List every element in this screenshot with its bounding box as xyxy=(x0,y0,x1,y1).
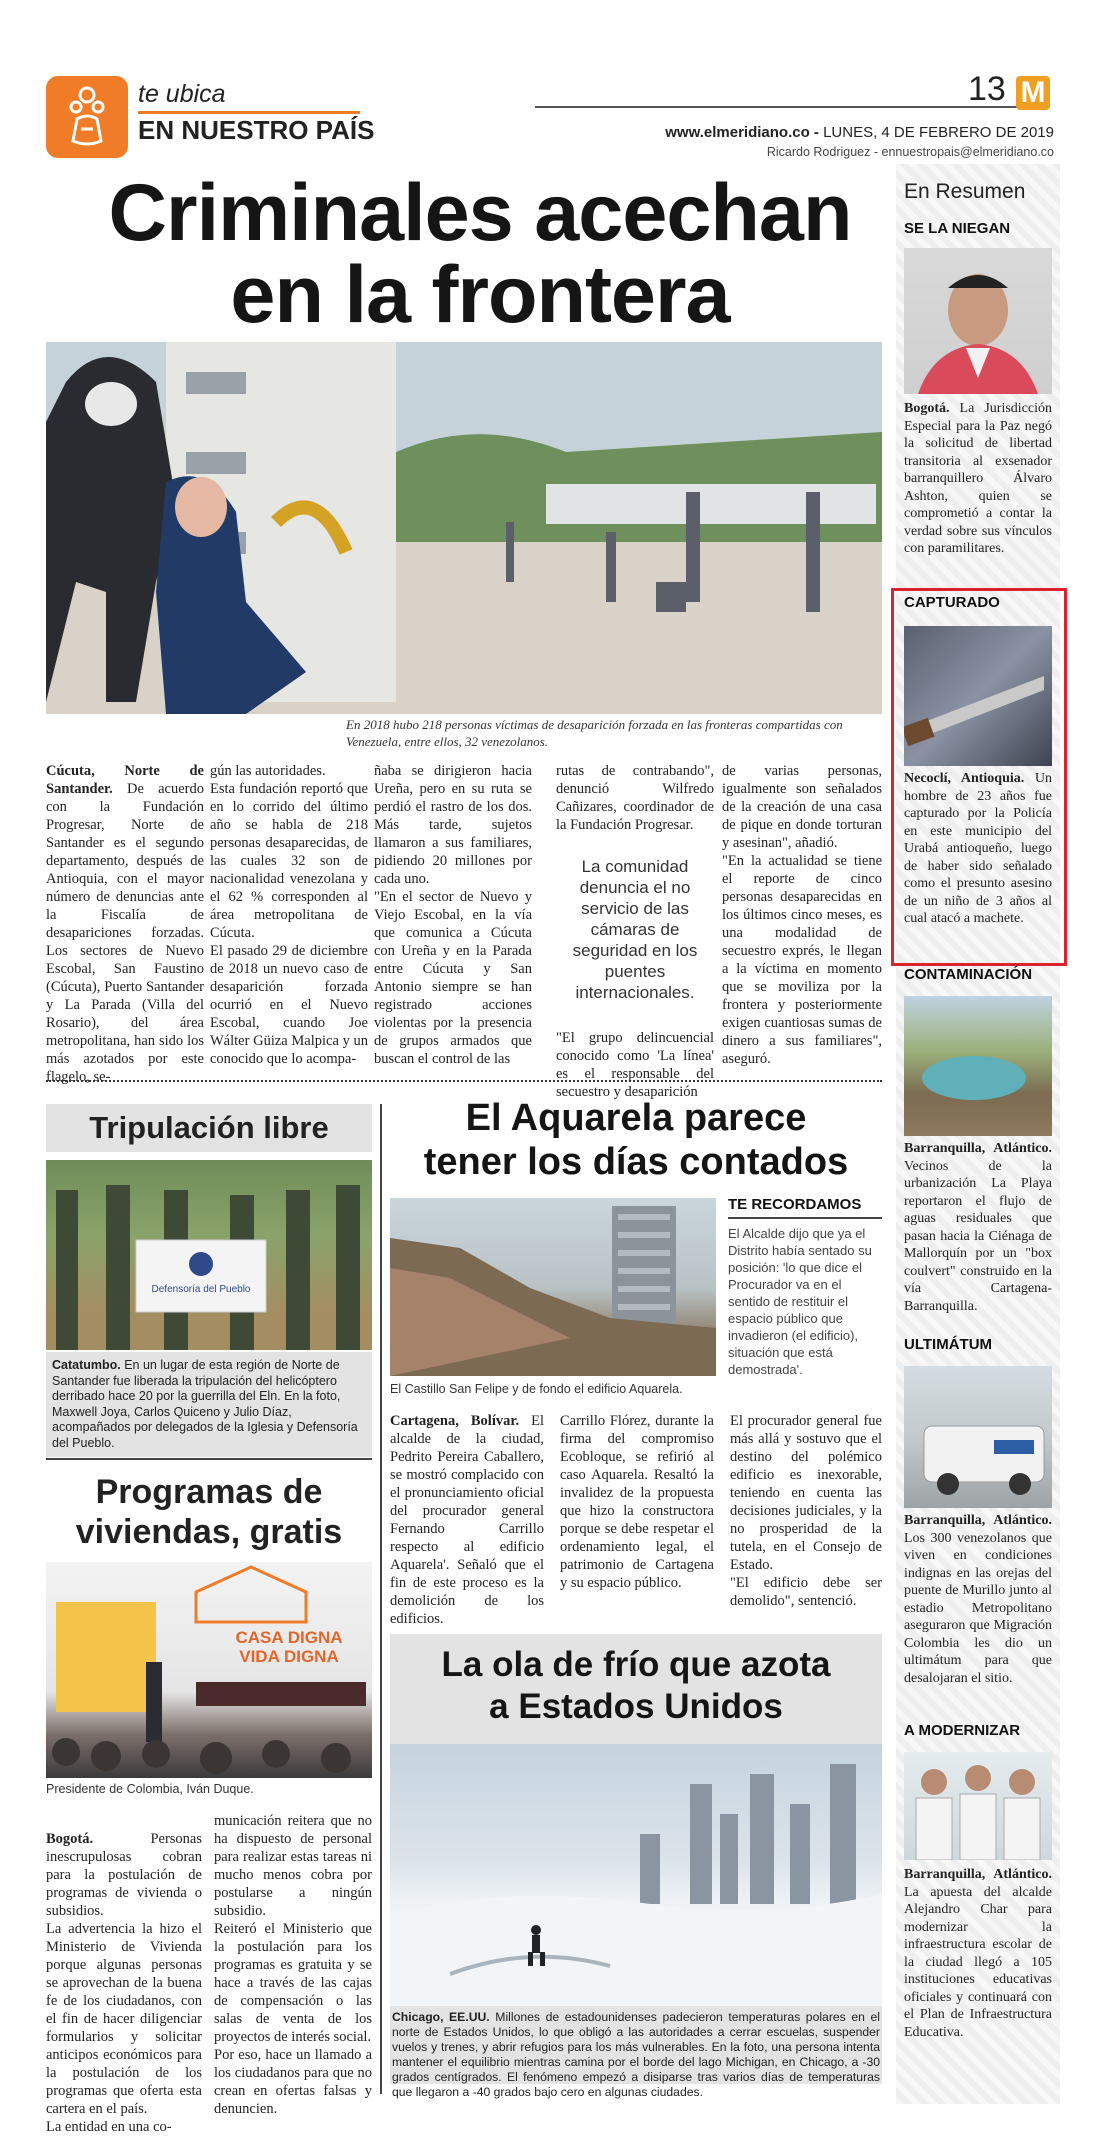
resumen-text-2 xyxy=(904,770,1052,928)
ola-frio-photo xyxy=(390,1744,882,2006)
headline-line-2: en la frontera xyxy=(230,250,730,340)
resumen-dateline-2: Necoclí, Antioquia. xyxy=(904,771,1025,786)
resumen-text-5 xyxy=(904,1866,1052,2041)
programas-title xyxy=(46,1472,372,1552)
main-headline xyxy=(60,168,900,340)
event-image xyxy=(46,1562,372,1778)
programas-title-1: Programas de xyxy=(95,1473,323,1511)
site-url[interactable]: www.elmeridiano.co - xyxy=(665,124,819,141)
resumen-dateline-3: Barranquilla, Atlántico. xyxy=(904,1141,1052,1156)
resumen-photo-4 xyxy=(904,1366,1052,1508)
resumen-label-3: CONTAMINACIÓN xyxy=(904,966,1033,983)
sign-line-2: VIDA DIGNA xyxy=(239,1647,339,1666)
resumen-photo-5 xyxy=(904,1752,1052,1860)
resumen-text-4 xyxy=(904,1512,1052,1687)
dateline xyxy=(560,124,1054,141)
page-number: 13 xyxy=(968,70,1006,108)
main-col-5: de varias personas, igualmente son señalados de la creación de una casa de pique en donde torturan y asesinan", añadió. "En la actualidad se tiene el reporte de cinco personas desaparecidas en los últimos cinco meses, es una modalidad de secuestro exprés, le llegan a la víctima en momento que se moviliza por la frontera y posteriormente exigen cuantiosas sumas de dinero a sus familiares", aseguró. xyxy=(722,763,882,1067)
resumen-photo-1 xyxy=(904,248,1052,394)
programas-title-2: viviendas, gratis xyxy=(75,1513,343,1551)
resumen-body-1: La Jurisdicción Especial para la Paz negó la solicitud de libertad transitoria al exsenador barranquillero Álvaro Ashton, quien se comprometió a contar la verdad sobre sus vínculos con paramilitares. xyxy=(904,401,1052,556)
sign-line-1: CASA DIGNA xyxy=(235,1628,343,1647)
tripulacion-caption-text: En un lugar de esta región de Norte de Santander fue liberada la tripulación del helicóptero derribado hace 20 por la guerrilla del Eln. En la foto, Maxwell Joya, Carlos Quiceno y Julio Díaz, acompañados por delegados de la Iglesia y Defensoría del Pueblo. xyxy=(52,1358,358,1450)
main-dateline: Cúcuta, Norte de Santander. xyxy=(46,763,204,797)
aquarela-col-2: Carrillo Flórez, durante la firma del compromiso Ecobloque, se refirió al caso Aquarela. Resaltó la invalidez de la propuesta que hizo la constructora porque se debe respetar el ordenamiento legal, el patrimonio de Cartagena y su espacio público. xyxy=(560,1413,714,1591)
te-recordamos-text: El Alcalde dijo que ya el Distrito había sentado su posición: 'lo que dice el Procurador va en el sentido de restituir el espacio público que invadieron (el edificio), situación que está demostrada'. xyxy=(728,1226,872,1377)
programas-col-2: municación reitera que no ha dispuesto de personal para realizar estas tareas ni mucho menos cobra por postularse a ningún subsidio. Reiteró el Ministerio que la postulación para los programas es gratuita y se hace a través de las cajas de compensación o las salas de venta de los proyectos de interés social. Por eso, hace un llamado a los ciudadanos para que no crean en ofertas falsas y denuncien. xyxy=(214,1813,372,2117)
main-col-2: gún las autoridades. Esta fundación reportó que en lo corrido del último año se habla de 218 personas desaparecidas, de las cuales 32 son de nacionalidad venezolana y el 62 % corresponden al área metropolitana de Cúcuta. El pasado 29 de diciembre de 2018 un nuevo caso de desaparición forzada ocurrió en el Nuevo Escobal, cuando Joe Wálter Güiza Malpica y un conocido que lo acompa- xyxy=(210,763,368,1067)
chicago-lake-image xyxy=(390,1744,882,2006)
resumen-title: En Resumen xyxy=(904,180,1026,203)
section-subtitle: te ubica xyxy=(138,80,226,108)
migration-truck-image xyxy=(904,1366,1052,1508)
tripulacion-dateline: Catatumbo. xyxy=(52,1358,121,1372)
resumen-photo-2 xyxy=(904,626,1052,766)
aquarela-title xyxy=(390,1096,882,1184)
resumen-dateline-4: Barranquilla, Atlántico. xyxy=(904,1513,1052,1528)
te-recordamos-title: TE RECORDAMOS xyxy=(728,1196,882,1219)
main-col-4 xyxy=(556,762,714,1101)
resumen-body-4: Los 300 venezolanos que viven en condiciones indignas en las orejas del puente de Murillo junto al estadio Metropolitano aseguraron que Migración Colombia les dio un ultimátum para que desalojaran el sitio. xyxy=(904,1530,1052,1686)
resumen-label-2: CAPTURADO xyxy=(904,594,1000,611)
casa-digna-sign xyxy=(204,1628,372,1666)
resumen-dateline-5: Barranquilla, Atlántico. xyxy=(904,1867,1052,1882)
issue-date: LUNES, 4 DE FEBRERO DE 2019 xyxy=(818,124,1054,141)
section-rule xyxy=(138,111,360,114)
main-col-4-top: rutas de contrabando", denunció Wilfredo Cañizares, coordinador de la Fundación Progresar. xyxy=(556,763,714,833)
programas-photo xyxy=(46,1562,372,1778)
section-title: EN NUESTRO PAÍS xyxy=(138,115,375,145)
main-col-1-text: De acuerdo con la Fundación Progresar, Norte de Santander es el segundo departamento, después de Antioquia, con el mayor número de denuncias ante la Fiscalía de desapariciones forzadas. Los sectores de Nuevo Escobal, San Faustino (Cúcuta), Puerto Santander y La Parada (Villa del Rosario), del área metropolitana, han sido los más azotados por este flagelo, se- xyxy=(46,781,204,1085)
resumen-dateline-1: Bogotá. xyxy=(904,401,950,416)
resumen-body-2: Un hombre de 23 años fue capturado por la Policía en este municipio del Urabá antioqueño, luego de haber sido señalado como el presunto asesino de un niño de 3 años al cual atacó a machete. xyxy=(904,771,1052,926)
crew-image xyxy=(46,1160,372,1350)
tripulacion-photo xyxy=(46,1160,372,1350)
portrait-image xyxy=(904,248,1052,394)
ola-frio-title-1: La ola de frío que azota xyxy=(441,1645,831,1684)
ola-frio-title-2: a Estados Unidos xyxy=(489,1687,783,1726)
tripulacion-banner-text: Defensoría del Pueblo xyxy=(151,1284,251,1295)
pull-quote: La comunidad denuncia el no servicio de las cámaras de seguridad en los puentes internacionales. xyxy=(572,857,698,1002)
headline-line-1: Criminales acechan xyxy=(108,168,852,258)
aquarela-col-1 xyxy=(390,1412,544,1628)
ola-frio-dateline: Chicago, EE.UU. xyxy=(392,2010,490,2024)
left-divider xyxy=(46,1458,372,1460)
programas-photo-caption: Presidente de Colombia, Iván Duque. xyxy=(46,1782,254,1796)
main-col-1 xyxy=(46,762,204,1086)
main-col-4-bottom: "El grupo delincuencial conocido como 'La línea' es el responsable del secuestro y desaparición xyxy=(556,1030,714,1100)
polluted-water-image xyxy=(904,996,1052,1136)
aquarela-dateline: Cartagena, Bolívar. xyxy=(390,1413,520,1429)
tripulacion-caption xyxy=(46,1352,372,1457)
programas-dateline: Bogotá. xyxy=(46,1831,94,1847)
resumen-body-5: La apuesta del alcalde Alejandro Char para modernizar la infraestructura escolar de la ciudad llegó a 105 instituciones educativas oficiales y continuará con el Plan de Infraestructura Educativa. xyxy=(904,1884,1052,2040)
aquarela-title-2: tener los días contados xyxy=(423,1141,849,1183)
officials-image xyxy=(904,1752,1052,1860)
main-photo xyxy=(46,342,882,714)
te-recordamos-box xyxy=(728,1196,882,1378)
brand-logo: M xyxy=(1016,76,1050,110)
byline: Ricardo Rodriguez - ennuestropais@elmeridiano.co xyxy=(766,145,1054,159)
dotted-divider xyxy=(46,1080,882,1082)
resumen-label-1: SE LA NIEGAN xyxy=(904,220,1011,237)
aquarela-col-1-text: El alcalde de la ciudad, Pedrito Pereira Caballero, se mostró complacido con el pronunciamiento oficial del procurador general Fernando Carrillo respecto al edificio Aquarela'. Señaló que el fin de este proceso es la demolición de los edificios. xyxy=(390,1413,544,1627)
aquarela-title-1: El Aquarela parece xyxy=(465,1097,807,1139)
column-divider xyxy=(380,1104,382,2094)
border-crossing-image xyxy=(46,342,882,714)
ola-frio-title xyxy=(390,1644,882,1728)
main-photo-caption: En 2018 hubo 218 personas víctimas de desaparición forzada en las fronteras compartidas con Venezuela, entre ellos, 32 venezolanos. xyxy=(346,717,843,749)
programas-col-1-text: Personas inescrupulosas cobran para la postulación de programas de vivienda o subsidios. La advertencia la hizo el Ministerio de Vivienda porque algunas personas se aprovechan de la buena fe de los ciudadanos, con el fin de hacer diligenciar formularios y solicitar anticipos económicos para la postulación de los programas que oferta esta cartera en el país. La entidad en una co- xyxy=(46,1831,202,2135)
programas-col-1 xyxy=(46,1812,202,2136)
resumen-label-4: ULTIMÁTUM xyxy=(904,1336,993,1353)
main-col-3: ñaba se dirigieron hacia Ureña, pero en su ruta se perdió el rastro de los dos. Más tarde, sujetos llamaron a sus familiares, pidiendo 20 millones por cada uno. "En el sector de Nuevo y Viejo Escobal, en la vía que comunica a Cúcuta con Ureña y en la Parada entre Cúcuta y San Antonio siempre se han registrado acciones violentas por la presencia de grupos armados que buscan el control de las xyxy=(374,763,532,1067)
aquarela-col-3: El procurador general fue más allá y sostuvo que el destino del polémico edificio es inexorable, teniendo en cuenta las decisiones judiciales, y la no prosperidad de la tutela, en el Consejo de Estado. "El edificio debe ser demolido", sentenció. xyxy=(730,1413,882,1609)
resumen-label-5: A MODERNIZAR xyxy=(904,1722,1021,1739)
figure-icon xyxy=(59,85,115,149)
aquarela-photo-caption: El Castillo San Felipe y de fondo el edificio Aquarela. xyxy=(390,1382,683,1396)
castle-image xyxy=(390,1198,716,1376)
machete-image xyxy=(904,626,1052,766)
resumen-text-1 xyxy=(904,400,1052,558)
resumen-photo-3 xyxy=(904,996,1052,1136)
resumen-body-3: Vecinos de la urbanización La Playa reportaron el flujo de aguas residuales que pasan hacia la Ciénaga de Mallorquín por un "box coulvert" construido en la vía Cartagena-Barranquilla. xyxy=(904,1158,1052,1314)
resumen-text-3 xyxy=(904,1140,1052,1315)
ola-frio-caption-text: Millones de estadounidenses padecieron temperaturas polares en el norte de Estados Unidos, lo que obligó a las autoridades a cerrar escuelas, suspender vuelos y trenes, y abrir refugios para los más vulnerables. En la foto, una persona intenta mantener el equilibrio mientras camina por el borde del lago Michigan, en Chicago, a -30 grados centígrados. El fenómeno empezó a disiparse tras varios días de temperaturas que llegaron a -40 grados bajo cero en algunas ciudades. xyxy=(392,2010,880,2099)
ola-frio-caption xyxy=(392,2010,880,2100)
tripulacion-title: Tripulación libre xyxy=(46,1104,372,1152)
section-logo xyxy=(46,76,128,158)
aquarela-photo xyxy=(390,1198,716,1376)
